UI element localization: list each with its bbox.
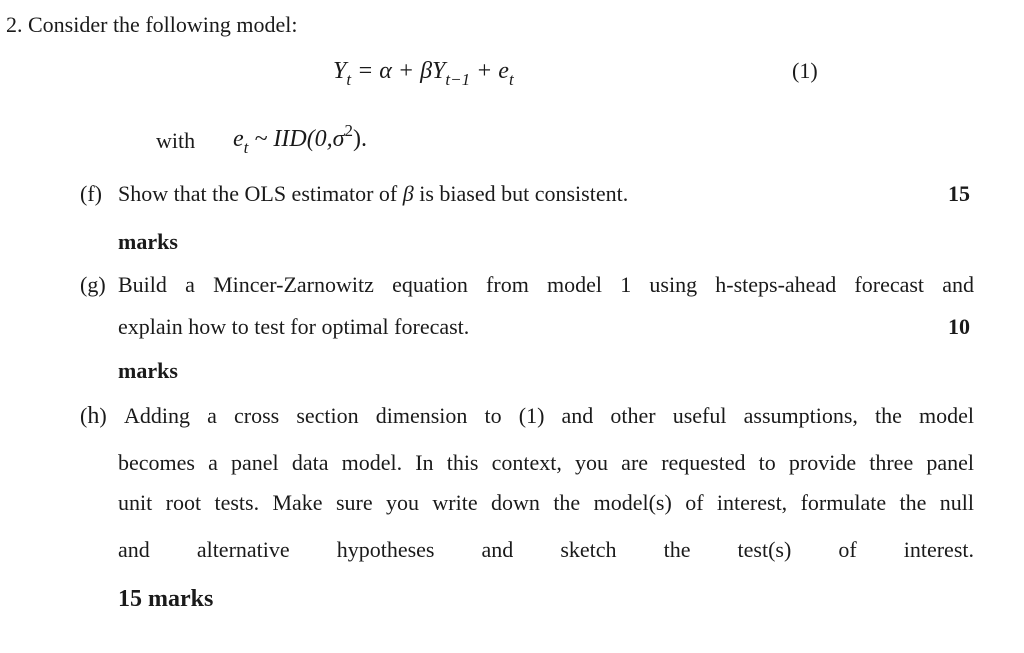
equation-label: (1) bbox=[792, 58, 818, 83]
err-sub-t: t bbox=[243, 138, 249, 157]
eq-Y: Y bbox=[333, 58, 347, 84]
part-h-close: ) bbox=[99, 403, 107, 428]
err-close: ). bbox=[353, 126, 368, 152]
part-f-before-beta: Show that the OLS estimator of bbox=[118, 181, 403, 206]
part-h-line-1: Adding a cross section dimension to (1) and other useful assumptions, the model bbox=[124, 403, 974, 428]
part-g-line-2: explain how to test for optimal forecast. bbox=[118, 314, 470, 339]
err-iid: ~ IID(0,σ bbox=[248, 126, 345, 152]
eq-plus-e: + e bbox=[470, 58, 509, 84]
part-g-label: (g) bbox=[80, 272, 106, 297]
question-heading: 2. Consider the following model: bbox=[6, 12, 298, 37]
eq-sub-t-2: t bbox=[508, 70, 514, 89]
err-exp-2: 2 bbox=[344, 121, 354, 140]
part-h-letter: h bbox=[87, 403, 100, 429]
part-f-text bbox=[118, 181, 628, 207]
part-h-marks: 15 marks bbox=[118, 586, 214, 612]
part-g-line-1: Build a Mincer-Zarnowitz equation from model 1 using h-steps-ahead forecast and bbox=[118, 272, 974, 297]
part-h-line-4: and alternative hypotheses and sketch the test(s) of interest. bbox=[118, 537, 974, 562]
part-h-line-3: unit root tests. Make sure you write down the model(s) of interest, formulate the null bbox=[118, 490, 974, 515]
error-distribution bbox=[233, 121, 368, 157]
part-g-marks-word: marks bbox=[118, 358, 178, 383]
part-h-open: ( bbox=[80, 403, 88, 428]
model-equation bbox=[333, 58, 514, 89]
err-e: e bbox=[233, 126, 244, 152]
part-f-after-beta: is biased but consistent. bbox=[413, 181, 629, 206]
with-word: with bbox=[156, 128, 196, 153]
part-g-marks-value: 10 bbox=[948, 314, 970, 339]
part-f-marks-word: marks bbox=[118, 229, 178, 254]
eq-sub-t-minus-1: t−1 bbox=[445, 70, 471, 89]
eq-sub-t: t bbox=[346, 70, 352, 89]
eq-rhs: = α + βY bbox=[351, 58, 446, 84]
part-h-line-2: becomes a panel data model. In this context, you are requested to provide three panel bbox=[118, 450, 974, 475]
beta-symbol: β bbox=[402, 181, 414, 206]
part-f-marks-value: 15 bbox=[948, 181, 970, 206]
part-f-label: (f) bbox=[80, 181, 102, 206]
part-h-label bbox=[80, 403, 107, 429]
